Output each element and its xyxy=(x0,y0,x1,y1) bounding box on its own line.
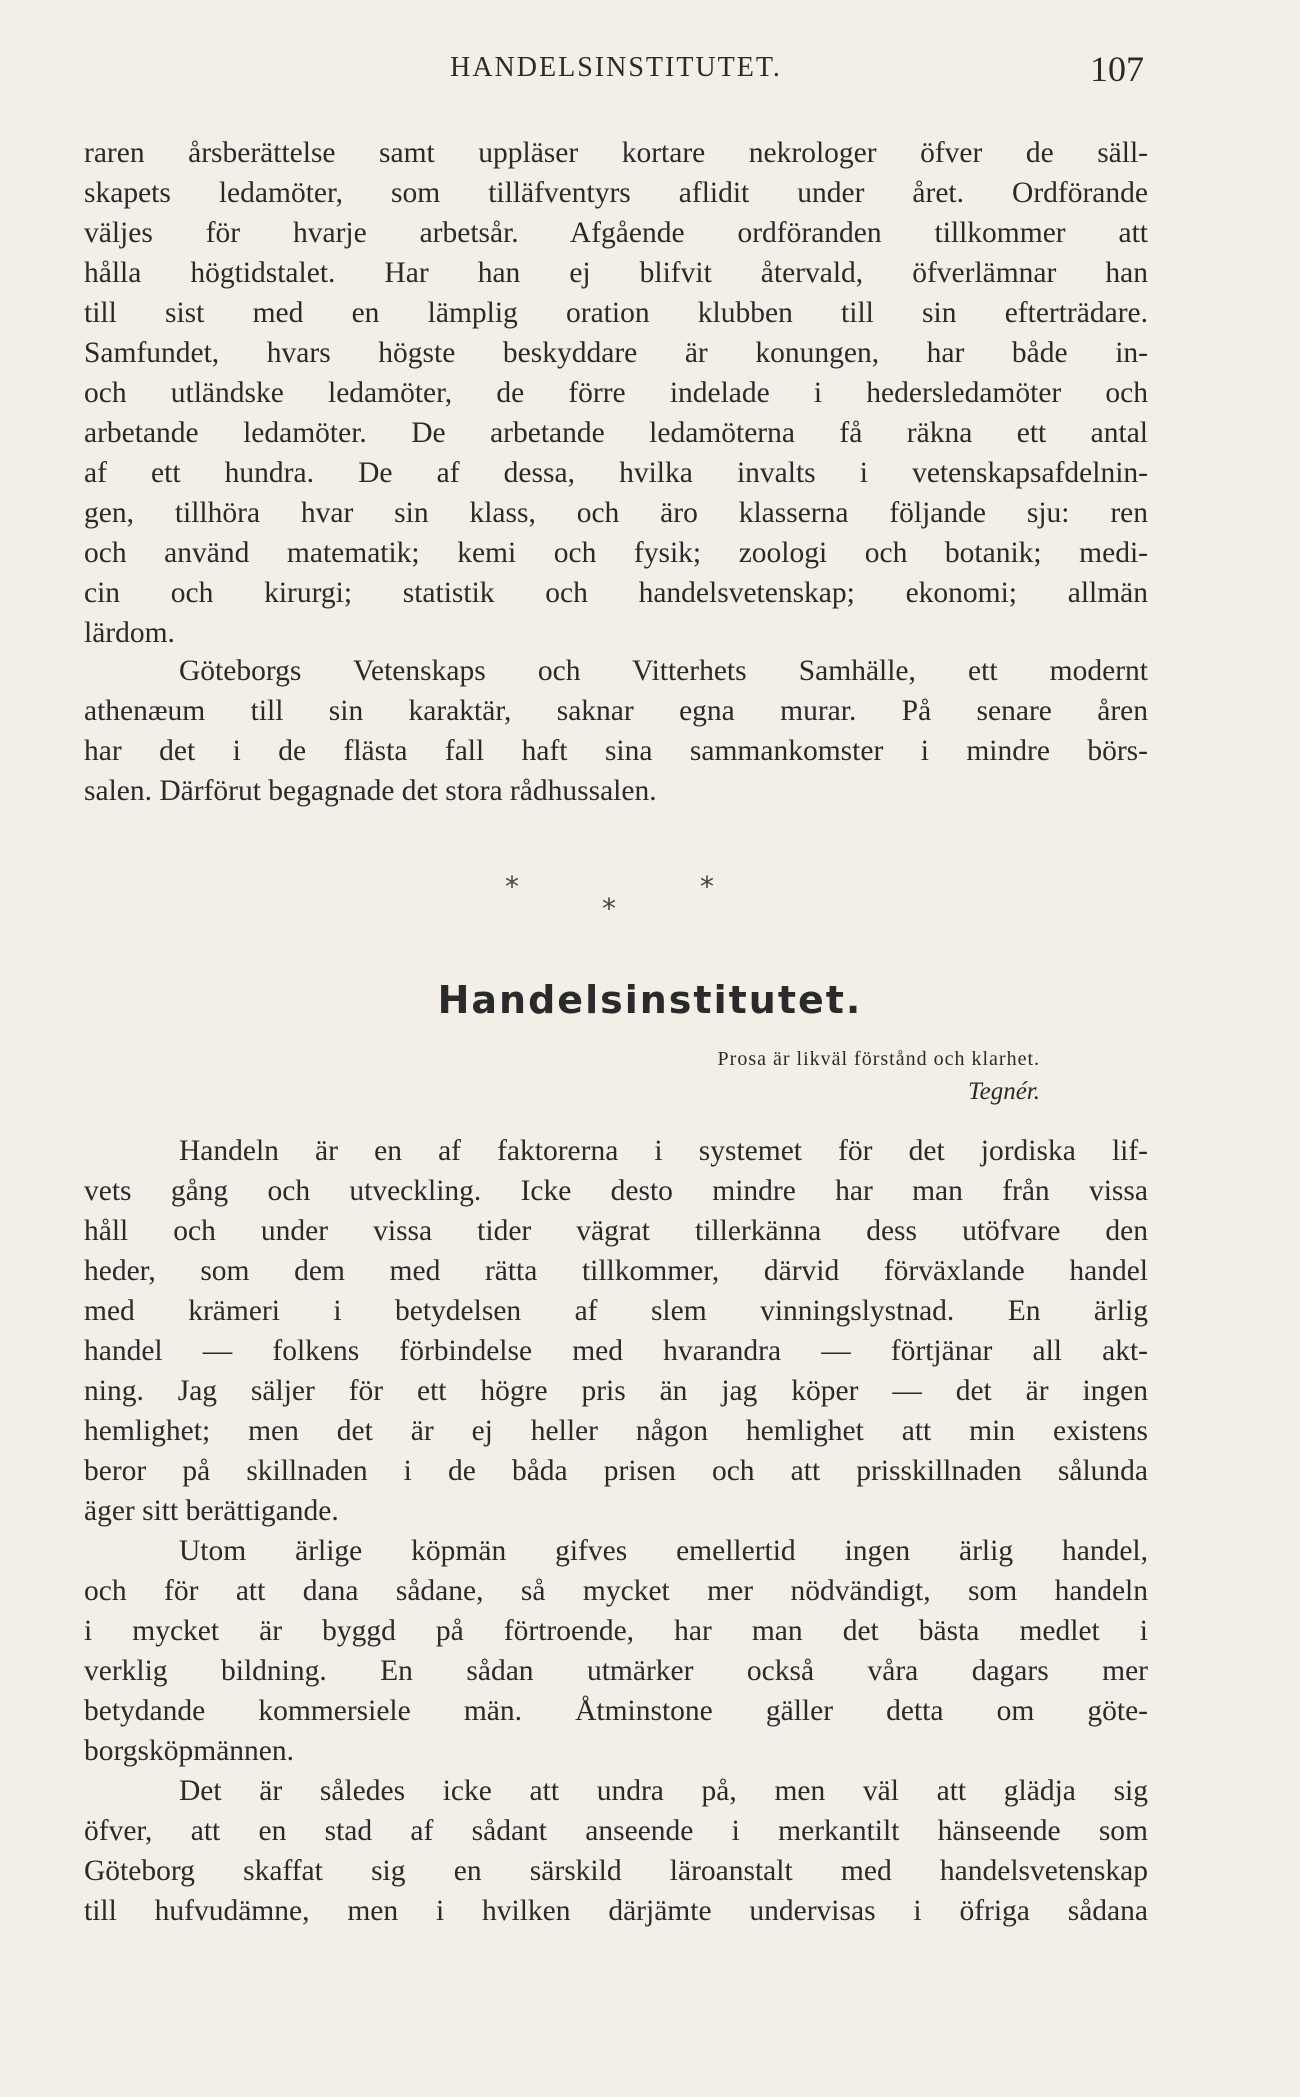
epigraph: Prosa är likväl förstånd och klarhet. xyxy=(717,1048,1040,1070)
text-line: borgsköpmännen. xyxy=(84,1735,295,1767)
text-line: af ett hundra. De af dessa, hvilka invalts i vetenskapsafdelnin- xyxy=(84,457,1148,489)
text-line: har det i de flästa fall haft sina sammankomster i mindre börs- xyxy=(84,735,1148,767)
text-line: och använd matematik; kemi och fysik; zoologi och botanik; medi- xyxy=(84,537,1148,569)
asterism-star: * xyxy=(602,892,616,925)
text-line: beror på skillnaden i de båda prisen och att prisskillnaden sålunda xyxy=(84,1455,1148,1487)
text-line: till hufvudämne, men i hvilken därjämte undervisas i öfriga sådana xyxy=(84,1895,1148,1927)
text-line: salen. Därförut begagnade det stora rådhussalen. xyxy=(84,775,657,807)
asterism-star: * xyxy=(700,870,714,903)
paragraph-1 xyxy=(84,133,1148,653)
text-line: athenæum till sin karaktär, saknar egna murar. På senare åren xyxy=(84,695,1148,727)
section-heading: Handelsinstitutet. xyxy=(437,978,863,1022)
text-line: Det är således icke att undra på, men väl att glädja sig xyxy=(179,1775,1148,1807)
text-line: Göteborg skaffat sig en särskild läroanstalt med handelsvetenskap xyxy=(84,1855,1148,1887)
text-line: hålla högtidstalet. Har han ej blifvit återvald, öfverlämnar han xyxy=(84,257,1148,289)
paragraph-3 xyxy=(84,1131,1148,1531)
text-line: raren årsberättelse samt uppläser kortare nekrologer öfver de säll- xyxy=(84,137,1148,169)
running-head xyxy=(88,49,1144,96)
page-number: 107 xyxy=(1090,49,1144,89)
text-line: arbetande ledamöter. De arbetande ledamöterna få räkna ett antal xyxy=(84,417,1148,449)
text-line: skapets ledamöter, som tilläfventyrs aflidit under året. Ordförande xyxy=(84,177,1148,209)
asterism-star: * xyxy=(505,870,519,903)
text-line: med krämeri i betydelsen af slem vinningslystnad. En ärlig xyxy=(84,1295,1148,1327)
text-line: och för att dana sådane, så mycket mer nödvändigt, som handeln xyxy=(84,1575,1148,1607)
text-line: hemlighet; men det är ej heller någon hemlighet att min existens xyxy=(84,1415,1148,1447)
text-line: Samfundet, hvars högste beskyddare är konungen, har både in- xyxy=(84,337,1148,369)
text-line: öfver, att en stad af sådant anseende i merkantilt hänseende som xyxy=(84,1815,1148,1847)
text-line: lärdom. xyxy=(84,617,175,649)
text-line: Göteborgs Vetenskaps och Vitterhets Samhälle, ett modernt xyxy=(179,655,1148,687)
text-line: cin och kirurgi; statistik och handelsvetenskap; ekonomi; allmän xyxy=(84,577,1148,609)
text-line: äger sitt berättigande. xyxy=(84,1495,339,1527)
paragraph-4 xyxy=(84,1531,1148,1771)
epigraph-author: Tegnér. xyxy=(967,1078,1040,1105)
text-line: i mycket är byggd på förtroende, har man det bästa medlet i xyxy=(84,1615,1148,1647)
text-line: vets gång och utveckling. Icke desto mindre har man från vissa xyxy=(84,1175,1148,1207)
paragraph-5 xyxy=(84,1771,1148,1931)
text-line: heder, som dem med rätta tillkommer, därvid förväxlande handel xyxy=(84,1255,1148,1287)
text-line: verklig bildning. En sådan utmärker också våra dagars mer xyxy=(84,1655,1148,1687)
paragraph-2 xyxy=(84,651,1148,811)
text-line: väljes för hvarje arbetsår. Afgående ordföranden tillkommer att xyxy=(84,217,1148,249)
text-line: ning. Jag säljer för ett högre pris än jag köper — det är ingen xyxy=(84,1375,1148,1407)
text-line: betydande kommersiele män. Åtminstone gäller detta om göte- xyxy=(84,1695,1148,1727)
text-line: Utom ärlige köpmän gifves emellertid ingen ärlig handel, xyxy=(179,1535,1148,1567)
running-title: HANDELSINSTITUTET. xyxy=(450,52,782,83)
text-line: gen, tillhöra hvar sin klass, och äro klasserna följande sju: ren xyxy=(84,497,1148,529)
text-line: till sist med en lämplig oration klubben till sin efterträdare. xyxy=(84,297,1148,329)
text-line: och utländske ledamöter, de förre indelade i hedersledamöter och xyxy=(84,377,1148,409)
text-line: Handeln är en af faktorerna i systemet för det jordiska lif- xyxy=(179,1135,1148,1167)
text-line: handel — folkens förbindelse med hvarandra — förtjänar all akt- xyxy=(84,1335,1148,1367)
text-line: håll och under vissa tider vägrat tillerkänna dess utöfvare den xyxy=(84,1215,1148,1247)
